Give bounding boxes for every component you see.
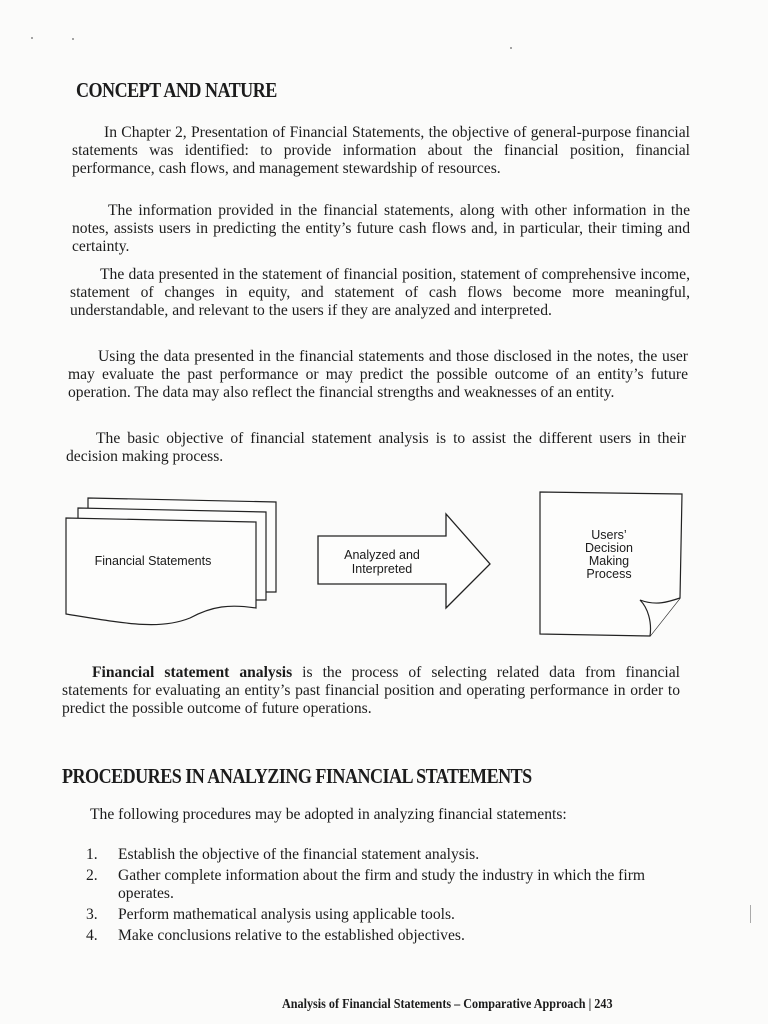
step-text: Gather complete information about the firm and study the industry in which the firm operates.	[118, 867, 646, 902]
scan-speck	[31, 37, 33, 39]
step-text: Make conclusions relative to the established objectives.	[118, 927, 465, 944]
step-number: 4.	[86, 927, 98, 944]
decision-label-line3: Making	[588, 554, 630, 568]
arrow-label-line1: Analyzed and	[344, 548, 420, 562]
procedure-step	[86, 867, 686, 903]
section-heading-concept: CONCEPT AND NATURE	[76, 78, 277, 102]
decision-label-line2: Decision	[585, 541, 633, 555]
page-number: 243	[594, 996, 613, 1011]
definition-paragraph	[62, 664, 680, 718]
step-text: Establish the objective of the financial statement analysis.	[118, 846, 480, 863]
paragraph-5	[66, 430, 686, 466]
footer-book-title: Analysis of Financial Statements – Comparative Approach	[282, 996, 586, 1011]
scan-speck	[750, 905, 751, 923]
section-heading-procedures: PROCEDURES IN ANALYZING FINANCIAL STATEMENTS	[62, 764, 532, 788]
paragraph-2-text: The information provided in the financial statements, along with other information in the notes, assists users in predicting the entity’s future cash flows and, in particular, their timing and certainty.	[72, 202, 690, 255]
paragraph-1	[72, 124, 690, 178]
definition-term: Financial statement analysis	[92, 664, 293, 681]
page-footer	[282, 996, 613, 1012]
definition-text: is the process of selecting related data from financial statements for evaluating an entity’s past financial position and operating performance in order to predict the possible outcome of future operations.	[62, 664, 680, 717]
arrow-label-line2: Interpreted	[351, 562, 413, 576]
decision-label-line4: Process	[586, 567, 632, 581]
step-text: Perform mathematical analysis using applicable tools.	[118, 906, 455, 923]
step-number: 2.	[86, 867, 98, 884]
procedure-step	[86, 927, 686, 945]
procedure-step	[86, 906, 686, 924]
footer-separator: |	[588, 996, 592, 1011]
procedure-list	[86, 846, 686, 948]
step-number: 1.	[86, 846, 98, 863]
procedures-intro-text: The following procedures may be adopted in analyzing financial statements:	[90, 806, 567, 823]
paragraph-3	[70, 266, 690, 320]
paragraph-4-text: Using the data presented in the financial statements and those disclosed in the notes, the user may evaluate the past performance or may predict the possible outcome of an entity’s future operation. The data may also reflect the financial strengths and weaknesses of an entity.	[68, 348, 688, 401]
step-number: 3.	[86, 906, 98, 923]
paragraph-3-text: The data presented in the statement of financial position, statement of comprehensive income, statement of changes in equity, and statement of cash flows become more meaningful, understandable, and relevant to the users if they are analyzed and interpreted.	[70, 266, 690, 319]
procedure-step	[86, 846, 686, 864]
decision-label-line1: Users’	[591, 528, 627, 542]
procedures-intro	[60, 806, 678, 824]
financial-statements-label: Financial Statements	[94, 554, 212, 568]
analysis-flow-diagram	[0, 480, 768, 650]
paragraph-4	[68, 348, 688, 402]
scan-speck	[72, 38, 74, 40]
paragraph-1-text: In Chapter 2, Presentation of Financial Statements, the objective of general-purpose financial statements was identified: to provide information about the financial position, financial performance, cash flows, and management stewardship of resources.	[72, 124, 690, 177]
scan-speck	[510, 47, 512, 49]
paragraph-2	[72, 202, 690, 256]
paragraph-5-text: The basic objective of financial statement analysis is to assist the different users in their decision making process.	[66, 430, 686, 465]
